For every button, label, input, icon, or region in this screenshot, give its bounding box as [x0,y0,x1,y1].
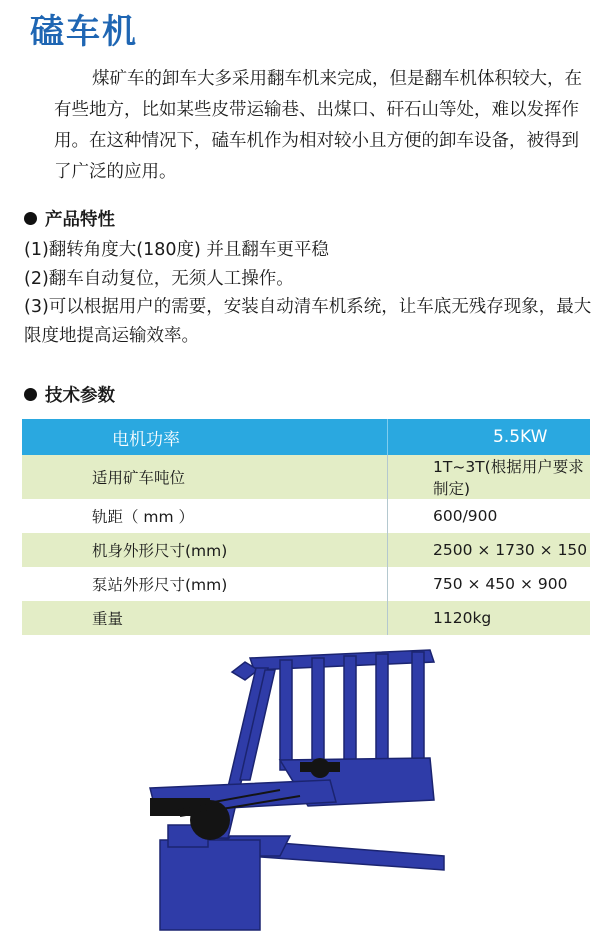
bullet-icon [24,388,37,401]
features-heading-label: 产品特性 [45,210,115,230]
feature-list [24,236,594,350]
feature-item: (1)翻转角度大(180度) 并且翻车更平稳 [24,240,329,260]
param-value: 1T~3T(根据用户要求制定) [388,455,591,499]
param-name: 泵站外形尺寸(mm) [22,567,388,601]
param-value: 600/900 [388,499,591,533]
specs-table [22,419,590,635]
feature-item: (2)翻车自动复位，无须人工操作。 [24,268,294,289]
intro-paragraph: 煤矿车的卸车大多采用翻车机来完成，但是翻车机体积较大，在有些地方，比如某些皮带运输巷、出煤口、矸石山等处，难以发挥作用。在这种情况下，磕车机作为相对较小且方便的卸车设备，被得到了广泛的应用。 [54,69,582,182]
table-row [22,567,590,601]
param-name: 轨距（ mm ） [22,499,388,533]
table-row [22,601,590,635]
param-value: 1120kg [388,601,591,635]
header-cell-param: 电机功率 [22,419,388,455]
specs-heading-label: 技术参数 [45,386,115,406]
intro-text [54,64,590,188]
specs-heading [24,382,115,407]
param-name: 适用矿车吨位 [22,455,388,499]
header-cell-value: 5.5KW [388,419,591,455]
param-name: 重量 [22,601,388,635]
bullet-icon [24,212,37,225]
feature-item: (3)可以根据用户的需要，安装自动清车机系统，让车底无残存现象，最大限度地提高运输效率。 [24,297,592,346]
tipper-machine-image [130,640,450,940]
param-value: 2500 × 1730 × 150 [388,533,591,567]
specs-header-row [22,419,590,455]
param-value: 750 × 450 × 900 [388,567,591,601]
param-name: 机身外形尺寸(mm) [22,533,388,567]
table-row [22,533,590,567]
table-row [22,455,590,499]
table-row [22,499,590,533]
features-heading [24,206,115,231]
page-title: 磕车机 [30,12,138,52]
